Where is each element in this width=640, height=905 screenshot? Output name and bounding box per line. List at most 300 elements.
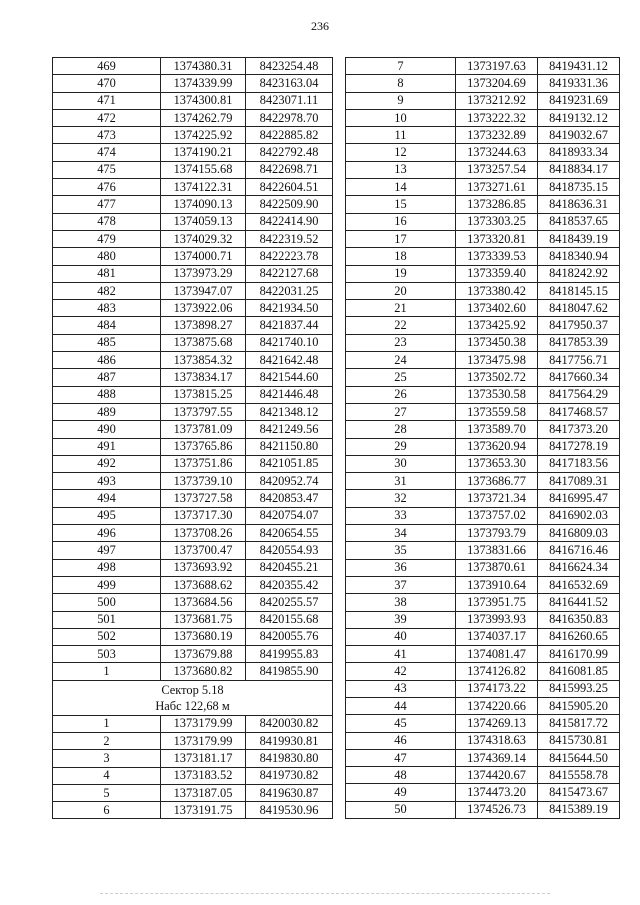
- x-coordinate-cell: 1373854.32: [161, 352, 246, 369]
- point-number-cell: 18: [346, 248, 456, 265]
- y-coordinate-cell: 8422127.68: [246, 265, 333, 282]
- x-coordinate-cell: 1373191.75: [161, 802, 246, 819]
- point-number-cell: 478: [53, 213, 161, 230]
- table-row: [346, 473, 620, 490]
- y-coordinate-cell: 8419431.12: [538, 58, 620, 75]
- y-coordinate-cell: 8421150.80: [246, 438, 333, 455]
- table-row: [53, 421, 333, 438]
- x-coordinate-cell: 1373757.02: [456, 507, 538, 524]
- y-coordinate-cell: 8416809.03: [538, 525, 620, 542]
- x-coordinate-cell: 1373339.53: [456, 248, 538, 265]
- table-row: [346, 525, 620, 542]
- y-coordinate-cell: 8417278.19: [538, 438, 620, 455]
- y-coordinate-cell: 8418047.62: [538, 300, 620, 317]
- y-coordinate-cell: 8417660.34: [538, 369, 620, 386]
- table-row: [346, 542, 620, 559]
- table-row: [346, 749, 620, 766]
- table-row: [346, 611, 620, 628]
- x-coordinate-cell: 1374122.31: [161, 179, 246, 196]
- x-coordinate-cell: 1373271.61: [456, 179, 538, 196]
- y-coordinate-cell: 8419032.67: [538, 127, 620, 144]
- x-coordinate-cell: 1373681.75: [161, 611, 246, 628]
- point-number-cell: 37: [346, 576, 456, 593]
- table-row: [346, 628, 620, 645]
- x-coordinate-cell: 1374473.20: [456, 784, 538, 801]
- table-row: [346, 109, 620, 126]
- y-coordinate-cell: 8422792.48: [246, 144, 333, 161]
- table-row: [346, 403, 620, 420]
- table-row: [53, 663, 333, 680]
- x-coordinate-cell: 1373320.81: [456, 230, 538, 247]
- point-number-cell: 489: [53, 403, 161, 420]
- table-row: [53, 144, 333, 161]
- point-number-cell: 8: [346, 75, 456, 92]
- table-row: [346, 438, 620, 455]
- table-row: [53, 248, 333, 265]
- y-coordinate-cell: 8415905.20: [538, 697, 620, 714]
- point-number-cell: 50: [346, 801, 456, 818]
- point-number-cell: 22: [346, 317, 456, 334]
- y-coordinate-cell: 8418735.15: [538, 179, 620, 196]
- table-row: [346, 801, 620, 818]
- point-number-cell: 482: [53, 282, 161, 299]
- point-number-cell: 481: [53, 265, 161, 282]
- x-coordinate-cell: 1373402.60: [456, 300, 538, 317]
- x-coordinate-cell: 1373680.82: [161, 663, 246, 680]
- point-number-cell: 36: [346, 559, 456, 576]
- table-row: [53, 127, 333, 144]
- y-coordinate-cell: 8415644.50: [538, 749, 620, 766]
- x-coordinate-cell: 1373951.75: [456, 594, 538, 611]
- table-row: [53, 352, 333, 369]
- point-number-cell: 31: [346, 473, 456, 490]
- table-row: [53, 767, 333, 784]
- x-coordinate-cell: 1374000.71: [161, 248, 246, 265]
- y-coordinate-cell: 8421446.48: [246, 386, 333, 403]
- table-row: [346, 559, 620, 576]
- y-coordinate-cell: 8422978.70: [246, 109, 333, 126]
- point-number-cell: 480: [53, 248, 161, 265]
- x-coordinate-cell: 1373793.79: [456, 525, 538, 542]
- y-coordinate-cell: 8416081.85: [538, 663, 620, 680]
- x-coordinate-cell: 1373679.88: [161, 646, 246, 663]
- table-row: [346, 767, 620, 784]
- y-coordinate-cell: 8417183.56: [538, 455, 620, 472]
- y-coordinate-cell: 8423254.48: [246, 58, 333, 75]
- table-row: [53, 473, 333, 490]
- x-coordinate-cell: 1373187.05: [161, 784, 246, 801]
- point-number-cell: 472: [53, 109, 161, 126]
- point-number-cell: 41: [346, 646, 456, 663]
- point-number-cell: 502: [53, 628, 161, 645]
- table-row: [53, 750, 333, 767]
- x-coordinate-cell: 1373222.32: [456, 109, 538, 126]
- y-coordinate-cell: 8417089.31: [538, 473, 620, 490]
- point-number-cell: 30: [346, 455, 456, 472]
- sector-height: Набс 122,68 м: [155, 698, 230, 713]
- y-coordinate-cell: 8419855.90: [246, 663, 333, 680]
- point-number-cell: 14: [346, 179, 456, 196]
- point-number-cell: 39: [346, 611, 456, 628]
- table-row: [53, 611, 333, 628]
- scan-edge-line: [100, 893, 550, 894]
- point-number-cell: 27: [346, 403, 456, 420]
- point-number-cell: 33: [346, 507, 456, 524]
- point-number-cell: 474: [53, 144, 161, 161]
- point-number-cell: 493: [53, 473, 161, 490]
- table-row: [53, 490, 333, 507]
- table-row: [346, 282, 620, 299]
- point-number-cell: 476: [53, 179, 161, 196]
- x-coordinate-cell: 1374126.82: [456, 663, 538, 680]
- left-table-body: [53, 58, 333, 819]
- y-coordinate-cell: 8417468.57: [538, 403, 620, 420]
- y-coordinate-cell: 8415817.72: [538, 715, 620, 732]
- point-number-cell: 23: [346, 334, 456, 351]
- point-number-cell: 7: [346, 58, 456, 75]
- point-number-cell: 43: [346, 680, 456, 697]
- point-number-cell: 492: [53, 455, 161, 472]
- table-row: [346, 369, 620, 386]
- point-number-cell: 1: [53, 715, 161, 732]
- x-coordinate-cell: 1374155.68: [161, 161, 246, 178]
- x-coordinate-cell: 1373739.10: [161, 473, 246, 490]
- y-coordinate-cell: 8419930.81: [246, 732, 333, 749]
- table-row: [346, 230, 620, 247]
- table-row: [346, 317, 620, 334]
- y-coordinate-cell: 8422319.52: [246, 230, 333, 247]
- table-row: [53, 161, 333, 178]
- point-number-cell: 9: [346, 92, 456, 109]
- table-row: [53, 784, 333, 801]
- page-number: 236: [311, 19, 329, 33]
- point-number-cell: 498: [53, 559, 161, 576]
- y-coordinate-cell: 8418145.15: [538, 282, 620, 299]
- table-row: [53, 559, 333, 576]
- x-coordinate-cell: 1373797.55: [161, 403, 246, 420]
- y-coordinate-cell: 8416902.03: [538, 507, 620, 524]
- x-coordinate-cell: 1373425.92: [456, 317, 538, 334]
- x-coordinate-cell: 1374225.92: [161, 127, 246, 144]
- point-number-cell: 503: [53, 646, 161, 663]
- x-coordinate-cell: 1373204.69: [456, 75, 538, 92]
- x-coordinate-cell: 1373303.25: [456, 213, 538, 230]
- y-coordinate-cell: 8418834.17: [538, 161, 620, 178]
- y-coordinate-cell: 8416995.47: [538, 490, 620, 507]
- x-coordinate-cell: 1374262.79: [161, 109, 246, 126]
- y-coordinate-cell: 8421249.56: [246, 421, 333, 438]
- point-number-cell: 500: [53, 594, 161, 611]
- table-row: [346, 352, 620, 369]
- y-coordinate-cell: 8417950.37: [538, 317, 620, 334]
- y-coordinate-cell: 8420853.47: [246, 490, 333, 507]
- x-coordinate-cell: 1373834.17: [161, 369, 246, 386]
- y-coordinate-cell: 8416441.52: [538, 594, 620, 611]
- point-number-cell: 479: [53, 230, 161, 247]
- y-coordinate-cell: 8422414.90: [246, 213, 333, 230]
- x-coordinate-cell: 1373244.63: [456, 144, 538, 161]
- point-number-cell: 21: [346, 300, 456, 317]
- point-number-cell: 38: [346, 594, 456, 611]
- table-row: [53, 403, 333, 420]
- x-coordinate-cell: 1374300.81: [161, 92, 246, 109]
- x-coordinate-cell: 1373708.26: [161, 525, 246, 542]
- x-coordinate-cell: 1373831.66: [456, 542, 538, 559]
- table-row: [346, 421, 620, 438]
- point-number-cell: 4: [53, 767, 161, 784]
- y-coordinate-cell: 8417853.39: [538, 334, 620, 351]
- x-coordinate-cell: 1373475.98: [456, 352, 538, 369]
- point-number-cell: 469: [53, 58, 161, 75]
- point-number-cell: 485: [53, 334, 161, 351]
- y-coordinate-cell: 8419331.36: [538, 75, 620, 92]
- point-number-cell: 19: [346, 265, 456, 282]
- table-row: [53, 300, 333, 317]
- point-number-cell: 490: [53, 421, 161, 438]
- x-coordinate-cell: 1373898.27: [161, 317, 246, 334]
- table-row: [346, 507, 620, 524]
- table-row: [53, 230, 333, 247]
- x-coordinate-cell: 1373680.19: [161, 628, 246, 645]
- point-number-cell: 495: [53, 507, 161, 524]
- x-coordinate-cell: 1373684.56: [161, 594, 246, 611]
- y-coordinate-cell: 8420030.82: [246, 715, 333, 732]
- x-coordinate-cell: 1373717.30: [161, 507, 246, 524]
- y-coordinate-cell: 8419530.96: [246, 802, 333, 819]
- x-coordinate-cell: 1373450.38: [456, 334, 538, 351]
- table-row: [346, 300, 620, 317]
- point-number-cell: 2: [53, 732, 161, 749]
- point-number-cell: 15: [346, 196, 456, 213]
- y-coordinate-cell: 8417373.20: [538, 421, 620, 438]
- point-number-cell: 47: [346, 749, 456, 766]
- table-row: [346, 334, 620, 351]
- table-row: [346, 265, 620, 282]
- table-row: [53, 334, 333, 351]
- y-coordinate-cell: 8418537.65: [538, 213, 620, 230]
- y-coordinate-cell: 8418340.94: [538, 248, 620, 265]
- table-row: [346, 732, 620, 749]
- point-number-cell: 1: [53, 663, 161, 680]
- point-number-cell: 28: [346, 421, 456, 438]
- table-row: [346, 697, 620, 714]
- x-coordinate-cell: 1373181.17: [161, 750, 246, 767]
- point-number-cell: 42: [346, 663, 456, 680]
- y-coordinate-cell: 8420155.68: [246, 611, 333, 628]
- x-coordinate-cell: 1373765.86: [161, 438, 246, 455]
- point-number-cell: 16: [346, 213, 456, 230]
- x-coordinate-cell: 1373922.06: [161, 300, 246, 317]
- table-row: [346, 196, 620, 213]
- y-coordinate-cell: 8422885.82: [246, 127, 333, 144]
- x-coordinate-cell: 1374420.67: [456, 767, 538, 784]
- table-row: [346, 248, 620, 265]
- table-row: [53, 732, 333, 749]
- x-coordinate-cell: 1373530.58: [456, 386, 538, 403]
- x-coordinate-cell: 1374380.31: [161, 58, 246, 75]
- table-row: [53, 646, 333, 663]
- x-coordinate-cell: 1373781.09: [161, 421, 246, 438]
- y-coordinate-cell: 8415558.78: [538, 767, 620, 784]
- y-coordinate-cell: 8416532.69: [538, 576, 620, 593]
- x-coordinate-cell: 1374190.21: [161, 144, 246, 161]
- y-coordinate-cell: 8416350.83: [538, 611, 620, 628]
- table-row: [53, 109, 333, 126]
- table-row: [53, 58, 333, 75]
- point-number-cell: 35: [346, 542, 456, 559]
- y-coordinate-cell: 8416716.46: [538, 542, 620, 559]
- y-coordinate-cell: 8417564.29: [538, 386, 620, 403]
- point-number-cell: 484: [53, 317, 161, 334]
- point-number-cell: 29: [346, 438, 456, 455]
- y-coordinate-cell: 8418439.19: [538, 230, 620, 247]
- table-row: [346, 161, 620, 178]
- point-number-cell: 12: [346, 144, 456, 161]
- point-number-cell: 487: [53, 369, 161, 386]
- y-coordinate-cell: 8420255.57: [246, 594, 333, 611]
- point-number-cell: 5: [53, 784, 161, 801]
- y-coordinate-cell: 8420754.07: [246, 507, 333, 524]
- x-coordinate-cell: 1373212.92: [456, 92, 538, 109]
- y-coordinate-cell: 8422031.25: [246, 282, 333, 299]
- table-row: [53, 628, 333, 645]
- x-coordinate-cell: 1373947.07: [161, 282, 246, 299]
- left-coordinates-table: [52, 57, 333, 819]
- y-coordinate-cell: 8421348.12: [246, 403, 333, 420]
- x-coordinate-cell: 1373973.29: [161, 265, 246, 282]
- table-row: [346, 75, 620, 92]
- table-row: [346, 179, 620, 196]
- y-coordinate-cell: 8419630.87: [246, 784, 333, 801]
- x-coordinate-cell: 1373179.99: [161, 715, 246, 732]
- point-number-cell: 26: [346, 386, 456, 403]
- table-row: [346, 646, 620, 663]
- table-row: [53, 196, 333, 213]
- table-row: [346, 680, 620, 697]
- y-coordinate-cell: 8416624.34: [538, 559, 620, 576]
- table-row: [346, 663, 620, 680]
- point-number-cell: 24: [346, 352, 456, 369]
- y-coordinate-cell: 8422698.71: [246, 161, 333, 178]
- y-coordinate-cell: 8415389.19: [538, 801, 620, 818]
- table-row: [53, 542, 333, 559]
- x-coordinate-cell: 1373179.99: [161, 732, 246, 749]
- y-coordinate-cell: 8416260.65: [538, 628, 620, 645]
- y-coordinate-cell: 8421544.60: [246, 369, 333, 386]
- point-number-cell: 3: [53, 750, 161, 767]
- y-coordinate-cell: 8421837.44: [246, 317, 333, 334]
- y-coordinate-cell: 8420055.76: [246, 628, 333, 645]
- sector-header-row: [53, 680, 333, 715]
- point-number-cell: 40: [346, 628, 456, 645]
- table-row: [53, 92, 333, 109]
- x-coordinate-cell: 1374220.66: [456, 697, 538, 714]
- point-number-cell: 20: [346, 282, 456, 299]
- y-coordinate-cell: 8422223.78: [246, 248, 333, 265]
- y-coordinate-cell: 8420355.42: [246, 576, 333, 593]
- point-number-cell: 499: [53, 576, 161, 593]
- x-coordinate-cell: 1373686.77: [456, 473, 538, 490]
- x-coordinate-cell: 1374369.14: [456, 749, 538, 766]
- point-number-cell: 34: [346, 525, 456, 542]
- table-row: [53, 525, 333, 542]
- x-coordinate-cell: 1373197.63: [456, 58, 538, 75]
- x-coordinate-cell: 1373815.25: [161, 386, 246, 403]
- right-table-body: [346, 58, 620, 819]
- point-number-cell: 46: [346, 732, 456, 749]
- point-number-cell: 477: [53, 196, 161, 213]
- table-row: [53, 386, 333, 403]
- point-number-cell: 475: [53, 161, 161, 178]
- table-row: [346, 213, 620, 230]
- y-coordinate-cell: 8423163.04: [246, 75, 333, 92]
- table-row: [346, 594, 620, 611]
- point-number-cell: 483: [53, 300, 161, 317]
- point-number-cell: 470: [53, 75, 161, 92]
- table-row: [53, 576, 333, 593]
- x-coordinate-cell: 1374318.63: [456, 732, 538, 749]
- table-row: [53, 282, 333, 299]
- y-coordinate-cell: 8419955.83: [246, 646, 333, 663]
- point-number-cell: 473: [53, 127, 161, 144]
- x-coordinate-cell: 1373559.58: [456, 403, 538, 420]
- point-number-cell: 488: [53, 386, 161, 403]
- table-row: [53, 75, 333, 92]
- point-number-cell: 45: [346, 715, 456, 732]
- x-coordinate-cell: 1373693.92: [161, 559, 246, 576]
- y-coordinate-cell: 8421051.85: [246, 455, 333, 472]
- table-row: [346, 490, 620, 507]
- point-number-cell: 44: [346, 697, 456, 714]
- y-coordinate-cell: 8420455.21: [246, 559, 333, 576]
- y-coordinate-cell: 8418933.34: [538, 144, 620, 161]
- point-number-cell: 49: [346, 784, 456, 801]
- point-number-cell: 32: [346, 490, 456, 507]
- table-row: [53, 265, 333, 282]
- x-coordinate-cell: 1373993.93: [456, 611, 538, 628]
- y-coordinate-cell: 8419730.82: [246, 767, 333, 784]
- table-row: [346, 784, 620, 801]
- table-row: [53, 802, 333, 819]
- point-number-cell: 13: [346, 161, 456, 178]
- table-row: [346, 386, 620, 403]
- x-coordinate-cell: 1373232.89: [456, 127, 538, 144]
- y-coordinate-cell: 8421642.48: [246, 352, 333, 369]
- point-number-cell: 491: [53, 438, 161, 455]
- x-coordinate-cell: 1373257.54: [456, 161, 538, 178]
- sector-header-cell: [53, 680, 333, 715]
- y-coordinate-cell: 8420952.74: [246, 473, 333, 490]
- point-number-cell: 501: [53, 611, 161, 628]
- point-number-cell: 48: [346, 767, 456, 784]
- table-row: [346, 576, 620, 593]
- y-coordinate-cell: 8422604.51: [246, 179, 333, 196]
- y-coordinate-cell: 8422509.90: [246, 196, 333, 213]
- point-number-cell: 11: [346, 127, 456, 144]
- table-row: [346, 144, 620, 161]
- x-coordinate-cell: 1373721.34: [456, 490, 538, 507]
- sector-title: Сектор 5.18: [161, 682, 224, 697]
- y-coordinate-cell: 8420654.55: [246, 525, 333, 542]
- x-coordinate-cell: 1373727.58: [161, 490, 246, 507]
- point-number-cell: 496: [53, 525, 161, 542]
- table-row: [346, 455, 620, 472]
- x-coordinate-cell: 1373183.52: [161, 767, 246, 784]
- y-coordinate-cell: 8420554.93: [246, 542, 333, 559]
- x-coordinate-cell: 1374173.22: [456, 680, 538, 697]
- x-coordinate-cell: 1374339.99: [161, 75, 246, 92]
- table-row: [346, 58, 620, 75]
